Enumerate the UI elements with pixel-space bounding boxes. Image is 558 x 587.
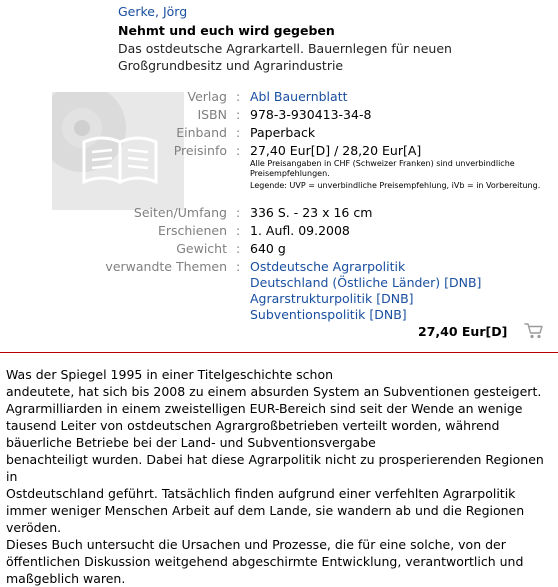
price-note-currency: Alle Preisangaben in CHF (Schweizer Franken) sind unverbindliche Preisempfehlungen. (250, 159, 515, 178)
price-display: 27,40 Eur[D] (418, 324, 508, 339)
detail-label: Seiten/Umfang (133, 205, 227, 220)
publisher-link[interactable]: Abl Bauernblatt (250, 89, 348, 104)
shopping-cart-icon (524, 322, 544, 340)
price-info-value: 27,40 Eur[D] / 28,20 Eur[A] (250, 143, 422, 158)
detail-colon: : (236, 143, 241, 158)
book-cover-placeholder (52, 92, 184, 210)
description-line: benachteiligt wurden. Dabei hat diese Agrarpolitik nicht zu prosperierenden Regionen in (6, 452, 544, 484)
book-title: Nehmt und euch wird gegeben (118, 23, 335, 38)
isbn-value: 978-3-930413-34-8 (250, 107, 372, 122)
description-line: tausend Leiter von ostdeutschen Agrargroßbetrieben verteilt worden, während (6, 418, 500, 433)
published-value: 1. Aufl. 09.2008 (250, 223, 350, 238)
price-note-legend: Legende: UVP = unverbindliche Preisempfehlung, iVb = in Vorbereitung. (250, 181, 541, 190)
book-subtitle: Das ostdeutsche Agrarkartell. Bauernlegen für neuen Großgrundbesitz und Agrarindustrie (118, 41, 452, 73)
detail-colon: : (236, 259, 241, 274)
topic-link[interactable]: Deutschland (Östliche Länder) [DNB] (250, 275, 482, 290)
add-to-cart-button[interactable] (524, 322, 544, 340)
description-line: Was der Spiegel 1995 in einer Titelgeschichte schon (6, 367, 334, 382)
book-cover-placeholder-icon (52, 92, 184, 210)
detail-colon: : (236, 89, 241, 104)
detail-label: Einband (176, 125, 227, 140)
detail-label: ISBN (197, 107, 227, 122)
description-line: maßgeblich waren. (6, 571, 126, 586)
description-line: öffentlichen Diskussion weitgehend abgeschirmte Entwicklung, verantwortlich und (6, 554, 524, 569)
detail-label: Gewicht (176, 241, 227, 256)
topic-link[interactable]: Agrarstrukturpolitik [DNB] (250, 291, 414, 306)
weight-value: 640 g (250, 241, 286, 256)
detail-label: Erschienen (157, 223, 227, 238)
author-link[interactable]: Gerke, Jörg (118, 4, 188, 19)
description-line: andeutete, hat sich bis 2008 zu einem absurden System an Subventionen gesteigert. (6, 384, 542, 399)
detail-colon: : (236, 125, 241, 140)
description-line: Ostdeutschland geführt. Tatsächlich finden aufgrund einer verfehlten Agrarpolitik (6, 486, 516, 501)
description-line: veröden. (6, 520, 62, 535)
topic-link[interactable]: Subventionspolitik [DNB] (250, 307, 407, 322)
detail-label: Verlag (187, 89, 227, 104)
description-line: immer weniger Menschen Arbeit auf dem Lande, sie wandern ab und die Regionen (6, 503, 525, 518)
detail-label: verwandte Themen (105, 259, 227, 274)
topic-link[interactable]: Ostdeutsche Agrarpolitik (250, 259, 406, 274)
description-line: Agrarmilliarden in einem zweistelligen EUR-Bereich sind seit der Wende an wenige (6, 401, 523, 416)
detail-colon: : (236, 107, 241, 122)
binding-value: Paperback (250, 125, 316, 140)
section-divider (0, 352, 558, 353)
pages-size-value: 336 S. - 23 x 16 cm (250, 205, 373, 220)
book-description (6, 366, 554, 587)
detail-colon: : (236, 205, 241, 220)
detail-label: Preisinfo (173, 143, 227, 158)
detail-colon: : (236, 241, 241, 256)
description-line: Dieses Buch untersucht die Ursachen und Prozesse, die für eine solche, von der (6, 537, 506, 552)
description-line: bäuerliche Betriebe bei der Land- und Subventionsvergabe (6, 435, 376, 450)
detail-colon: : (236, 223, 241, 238)
